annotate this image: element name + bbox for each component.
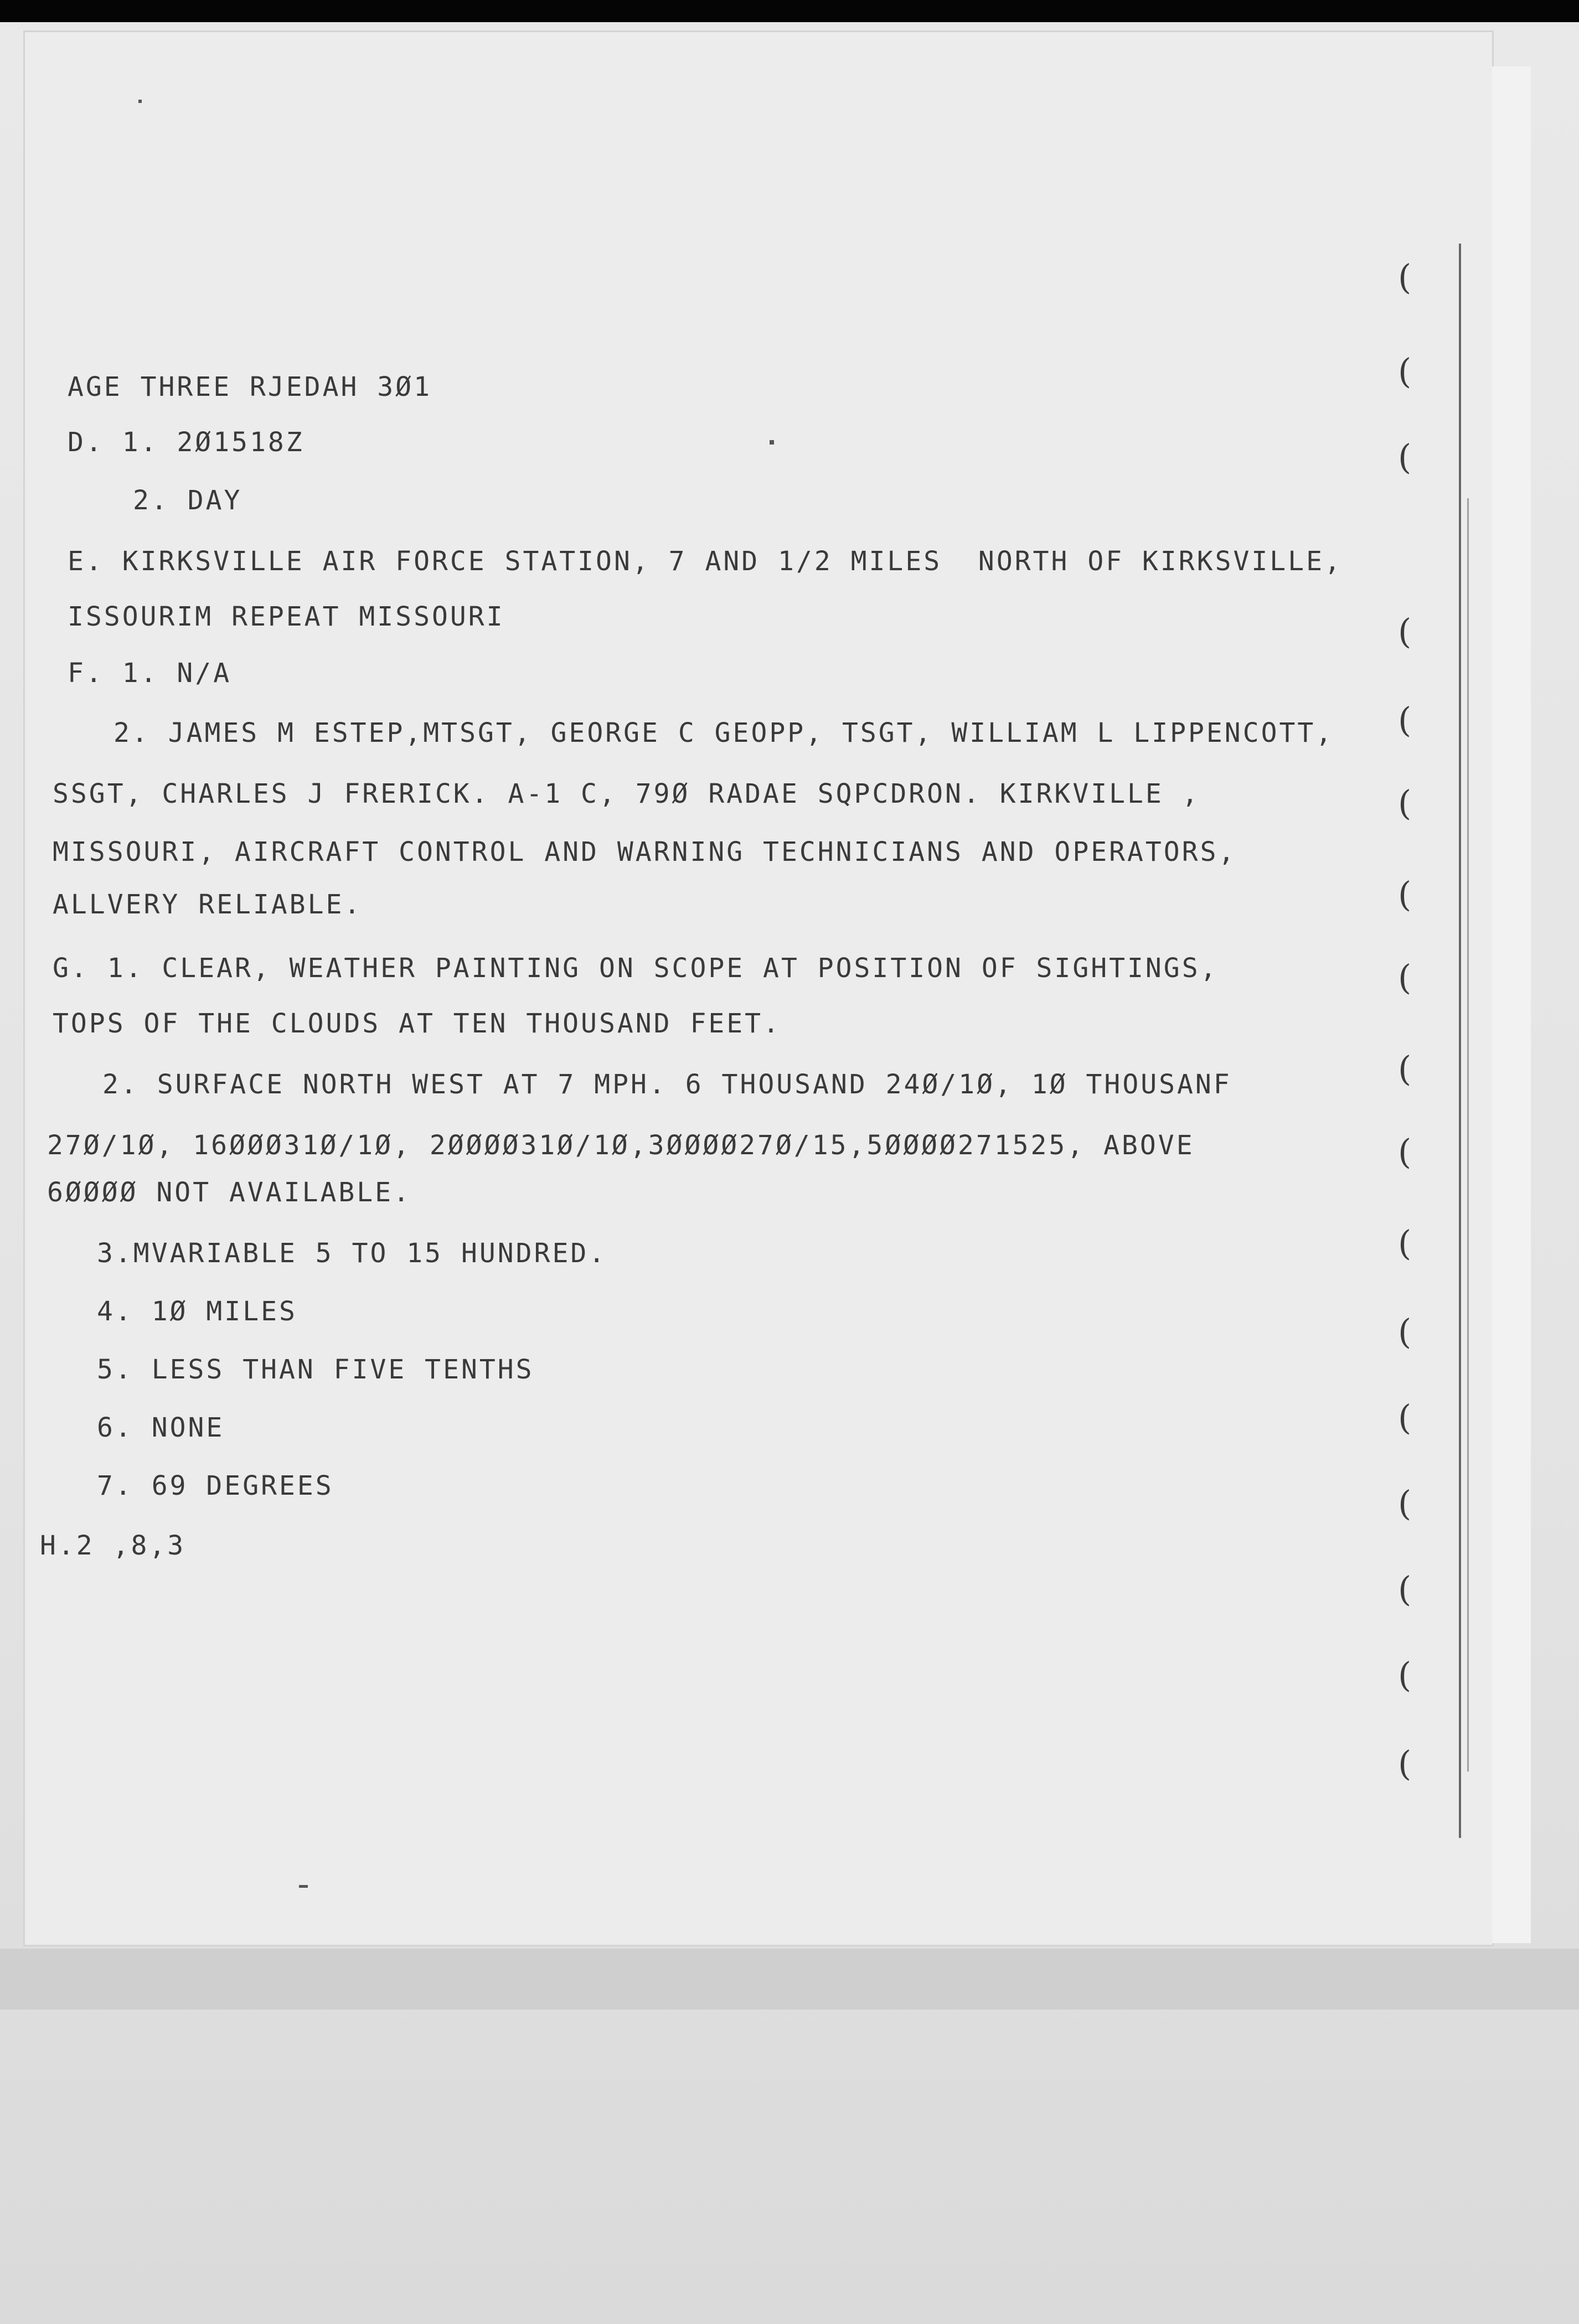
- binder-hole-mark: (: [1398, 957, 1412, 998]
- binder-hole-mark: (: [1398, 1223, 1412, 1263]
- doc-line-g7: 7. 69 DEGREES: [97, 1470, 334, 1501]
- binder-hole-mark: (: [1398, 611, 1412, 652]
- doc-line-header: AGE THREE RJEDAH 3Ø1: [68, 371, 432, 402]
- doc-line-g4: 4. 1Ø MILES: [97, 1296, 297, 1327]
- document-sheet: [25, 32, 1492, 1945]
- binder-hole-mark: (: [1398, 783, 1412, 823]
- binder-hole-mark: (: [1398, 1655, 1412, 1695]
- doc-line-g1-cont: TOPS OF THE CLOUDS AT TEN THOUSAND FEET.: [53, 1008, 781, 1039]
- doc-line-f2-cont2: MISSOURI, AIRCRAFT CONTROL AND WARNING TECHNICIANS AND OPERATORS,: [53, 836, 1237, 867]
- doc-line-g6: 6. NONE: [97, 1412, 225, 1443]
- doc-line-f2-cont1: SSGT, CHARLES J FRERICK. A-1 C, 79Ø RADAE SQPCDRON. KIRKVILLE ,: [53, 778, 1200, 809]
- binder-hole-mark: (: [1398, 257, 1412, 297]
- doc-line-g2-cont1: 27Ø/1Ø, 16ØØØ31Ø/1Ø, 2ØØØØ31Ø/1Ø,3ØØØØ27Ø/15,5ØØØØ271525, ABOVE: [47, 1130, 1195, 1161]
- speck: [770, 440, 774, 445]
- binder-hole-mark: (: [1398, 1569, 1412, 1609]
- binder-hole-mark: (: [1398, 437, 1412, 477]
- doc-line-e: E. KIRKSVILLE AIR FORCE STATION, 7 AND 1/2 MILES NORTH OF KIRKSVILLE,: [68, 546, 1343, 577]
- binder-hole-mark: (: [1398, 1397, 1412, 1438]
- binder-hole-mark: (: [1398, 1049, 1412, 1089]
- doc-line-g2-cont2: 6ØØØØ NOT AVAILABLE.: [47, 1177, 411, 1208]
- doc-line-h: H.2 ,8,3: [40, 1530, 186, 1561]
- scan-lower-stripe: [0, 1949, 1579, 2010]
- doc-line-f1: F. 1. N/A: [68, 658, 232, 689]
- doc-line-d1: D. 1. 2Ø1518Z: [68, 427, 305, 458]
- binder-hole-mark: (: [1398, 1483, 1412, 1523]
- doc-line-f2-cont3: ALLVERY RELIABLE.: [53, 889, 363, 920]
- binder-hole-mark: (: [1398, 1132, 1412, 1172]
- doc-line-d2: 2. DAY: [133, 485, 242, 516]
- binder-hole-mark: (: [1398, 351, 1412, 391]
- doc-line-g5: 5. LESS THAN FIVE TENTHS: [97, 1354, 534, 1385]
- sheet-right-edge: [1492, 66, 1531, 1943]
- binder-hole-mark: (: [1398, 874, 1412, 915]
- binder-margin-line-secondary: [1467, 498, 1469, 1772]
- doc-line-g3: 3.MVARIABLE 5 TO 15 HUNDRED.: [97, 1238, 607, 1269]
- speck: [299, 1885, 308, 1888]
- binder-hole-mark: (: [1398, 700, 1412, 740]
- binder-hole-mark: (: [1398, 1743, 1412, 1784]
- binder-hole-mark: (: [1398, 1311, 1412, 1352]
- binder-margin-line: [1459, 244, 1461, 1838]
- doc-line-g2: 2. SURFACE NORTH WEST AT 7 MPH. 6 THOUSAND 24Ø/1Ø, 1Ø THOUSANF: [102, 1069, 1232, 1100]
- doc-line-e-cont: ISSOURIM REPEAT MISSOURI: [68, 601, 505, 632]
- speck: [138, 100, 142, 103]
- doc-line-f2: 2. JAMES M ESTEP,MTSGT, GEORGE C GEOPP, TSGT, WILLIAM L LIPPENCOTT,: [113, 717, 1334, 748]
- doc-line-g1: G. 1. CLEAR, WEATHER PAINTING ON SCOPE AT POSITION OF SIGHTINGS,: [53, 953, 1219, 984]
